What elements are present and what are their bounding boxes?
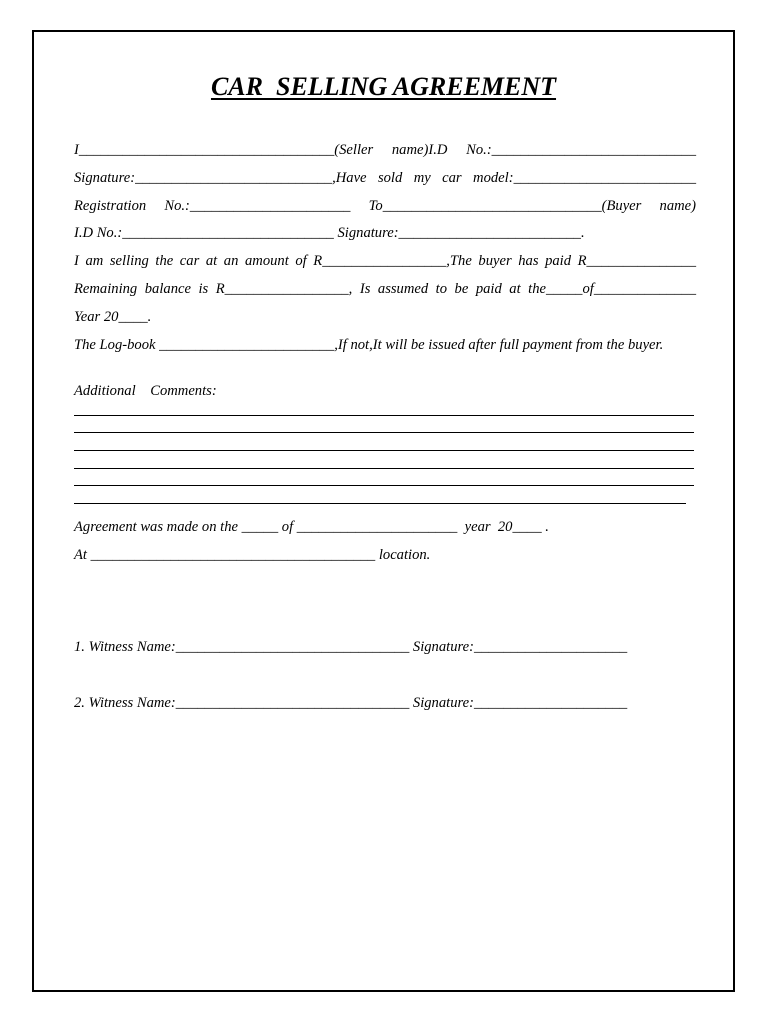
location-line: At _______________________________________ location. bbox=[74, 547, 431, 563]
comment-line bbox=[74, 450, 694, 451]
comment-line bbox=[74, 503, 686, 504]
signature-model-line: Signature:___________________________,Have sold my car model:_________________________ bbox=[74, 170, 696, 186]
buyer-id-line: I.D No.:_____________________________ Signature:_________________________. bbox=[74, 225, 585, 241]
registration-buyer-line: Registration No.:______________________ To______________________________(Buyer name) bbox=[74, 198, 696, 214]
witness-1-line: 1. Witness Name:________________________________ Signature:_____________________ bbox=[74, 639, 628, 655]
comment-line bbox=[74, 415, 694, 416]
witness-2-line: 2. Witness Name:________________________________ Signature:_____________________ bbox=[74, 695, 628, 711]
comment-line bbox=[74, 468, 694, 469]
comment-line bbox=[74, 485, 694, 486]
document-title: CAR SELLING AGREEMENT bbox=[210, 72, 557, 101]
comment-line bbox=[74, 432, 694, 433]
logbook-paragraph: The Log-book ________________________,If not,It will be issued after full payment from the buyer. bbox=[74, 337, 664, 353]
agreement-date-line: Agreement was made on the _____ of ______________________ year 20____ . bbox=[74, 519, 549, 535]
amount-line: I am selling the car at an amount of R_________________,The buyer has paid R_______________ bbox=[74, 253, 696, 269]
seller-line: I___________________________________(Seller name)I.D No.:____________________________ bbox=[74, 142, 696, 158]
balance-line: Remaining balance is R_________________, Is assumed to be paid at the_____of______________ bbox=[74, 281, 696, 297]
year-line: Year 20____. bbox=[74, 309, 152, 325]
agreement-page bbox=[32, 30, 735, 992]
additional-comments-label: Additional Comments: bbox=[74, 383, 217, 399]
